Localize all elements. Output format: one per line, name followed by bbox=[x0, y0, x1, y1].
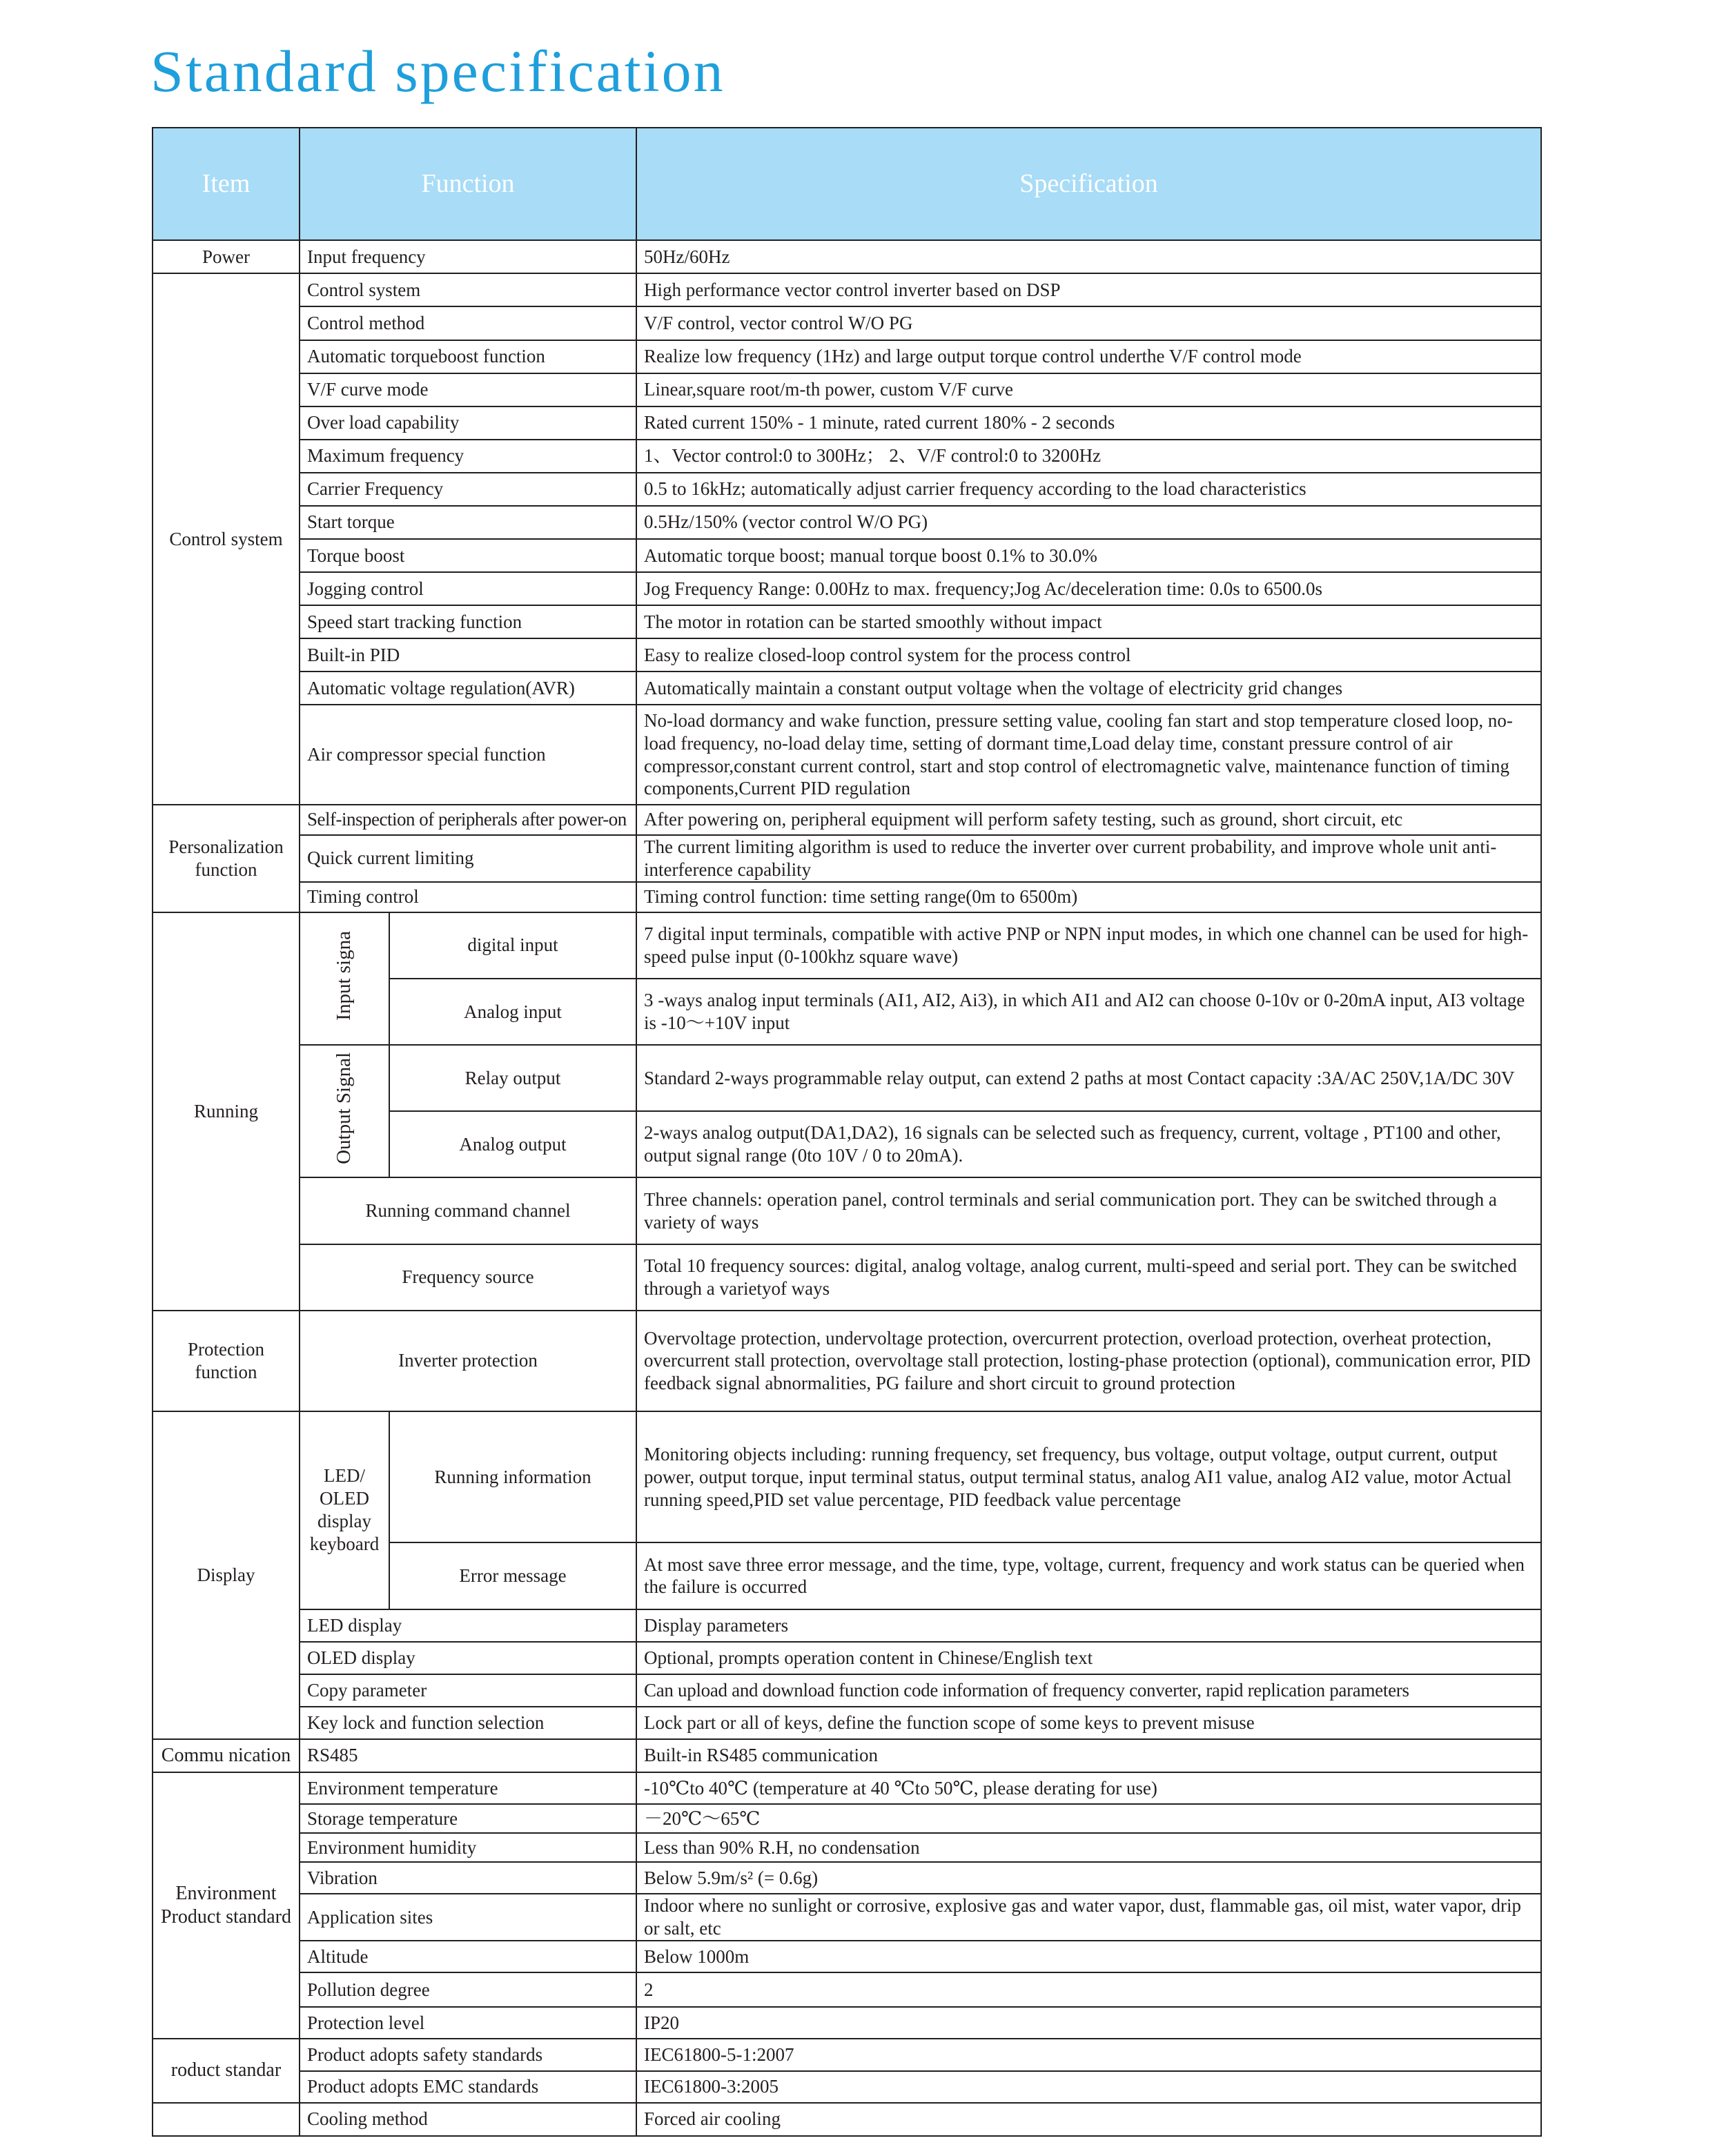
function-cell: Environment temperature bbox=[300, 1772, 636, 1804]
spec-cell: Optional, prompts operation content in Chinese/English text bbox=[636, 1642, 1541, 1674]
function-cell: Running information bbox=[389, 1411, 636, 1542]
function-cell: Inverter protection bbox=[300, 1311, 636, 1411]
category-personalization: Personalization function bbox=[153, 805, 300, 912]
spec-cell: Indoor where no sunlight or corrosive, explosive gas and water vapor, dust, flammable gas, oil mist, water vapor, drip or salt, etc bbox=[636, 1894, 1541, 1941]
spec-cell: Easy to realize closed-loop control system for the process control bbox=[636, 638, 1541, 672]
function-cell: Key lock and function selection bbox=[300, 1707, 636, 1739]
table-row bbox=[153, 572, 1541, 605]
function-cell: Over load capability bbox=[300, 406, 636, 440]
function-cell: Torque boost bbox=[300, 539, 636, 572]
spec-cell: 0.5Hz/150% (vector control W/O PG) bbox=[636, 506, 1541, 539]
spec-cell: 50Hz/60Hz bbox=[636, 240, 1541, 273]
category-communication: Commu nication bbox=[153, 1739, 300, 1772]
table-row bbox=[153, 2103, 1541, 2136]
spec-cell: Built-in RS485 communication bbox=[636, 1739, 1541, 1772]
spec-cell: 7 digital input terminals, compatible with active PNP or NPN input modes, in which one channel can be used for high-speed pulse input (0-100khz square wave) bbox=[636, 912, 1541, 979]
table-row bbox=[153, 1772, 1541, 1804]
table-row bbox=[153, 1045, 1541, 1111]
spec-cell: The current limiting algorithm is used to reduce the inverter over current probability, and improve whole unit anti-interference capability bbox=[636, 835, 1541, 882]
spec-cell: V/F control, vector control W/O PG bbox=[636, 306, 1541, 340]
function-cell: LED display bbox=[300, 1609, 636, 1642]
table-row bbox=[153, 835, 1541, 882]
table-row bbox=[153, 440, 1541, 473]
function-cell: V/F curve mode bbox=[300, 373, 636, 406]
spec-cell: Less than 90% R.H, no condensation bbox=[636, 1833, 1541, 1862]
function-cell: Storage temperature bbox=[300, 1804, 636, 1833]
function-cell: Error message bbox=[389, 1542, 636, 1609]
spec-cell: Total 10 frequency sources: digital, analog voltage, analog current, multi-speed and serial port. They can be switched through a varietyof ways bbox=[636, 1244, 1541, 1311]
spec-cell: 3 -ways analog input terminals (AI1, AI2, Ai3), in which AI1 and AI2 can choose 0-10v or 0-20mA input, AI3 voltage is -10～+10V input bbox=[636, 979, 1541, 1045]
function-cell: Maximum frequency bbox=[300, 440, 636, 473]
spec-cell: Automatically maintain a constant output voltage when the voltage of electricity grid changes bbox=[636, 672, 1541, 705]
spec-cell: 2-ways analog output(DA1,DA2), 16 signals can be selected such as frequency, current, voltage , PT100 and other, output signal range (0to 10V / 0 to 20mA). bbox=[636, 1111, 1541, 1177]
output-signal-group: Output Signal bbox=[300, 1045, 389, 1177]
table-row bbox=[153, 882, 1541, 912]
function-cell: Protection level bbox=[300, 2007, 636, 2039]
function-cell: Altitude bbox=[300, 1941, 636, 1972]
display-device-group: LED/ OLED display keyboard bbox=[300, 1411, 389, 1609]
table-row bbox=[153, 340, 1541, 373]
category-display: Display bbox=[153, 1411, 300, 1739]
function-cell: Automatic voltage regulation(AVR) bbox=[300, 672, 636, 705]
table-row bbox=[153, 1894, 1541, 1941]
function-cell: Vibration bbox=[300, 1862, 636, 1894]
spec-cell: After powering on, peripheral equipment will perform safety testing, such as ground, short circuit, etc bbox=[636, 805, 1541, 835]
table-row bbox=[153, 2007, 1541, 2039]
spec-cell: Lock part or all of keys, define the function scope of some keys to prevent misuse bbox=[636, 1707, 1541, 1739]
spec-cell: -10℃to 40℃ (temperature at 40 ℃to 50℃, please derating for use) bbox=[636, 1772, 1541, 1804]
table-row bbox=[153, 2039, 1541, 2070]
function-cell: digital input bbox=[389, 912, 636, 979]
table-row bbox=[153, 473, 1541, 506]
category-empty bbox=[153, 2103, 300, 2136]
function-cell: Frequency source bbox=[300, 1244, 636, 1311]
table-row bbox=[153, 1707, 1541, 1739]
table-row bbox=[153, 1642, 1541, 1674]
spec-cell: Overvoltage protection, undervoltage protection, overcurrent protection, overload protection, overheat protection, overcurrent stall protection, overvoltage stall protection, losting-phase protection (optional), communication error, PID feedback signal abnormalities, PG failure and short circuit to ground protection bbox=[636, 1311, 1541, 1411]
function-cell: Cooling method bbox=[300, 2103, 636, 2136]
category-product-standard: roduct standar bbox=[153, 2039, 300, 2102]
table-row bbox=[153, 1674, 1541, 1707]
table-row bbox=[153, 539, 1541, 572]
function-cell: Timing control bbox=[300, 882, 636, 912]
function-cell: Pollution degree bbox=[300, 1972, 636, 2007]
table-row bbox=[153, 605, 1541, 638]
spec-cell: IP20 bbox=[636, 2007, 1541, 2039]
spec-cell: High performance vector control inverter based on DSP bbox=[636, 273, 1541, 306]
category-environment: Environment Product standard bbox=[153, 1772, 300, 2039]
table-row bbox=[153, 1972, 1541, 2007]
table-header-row bbox=[153, 128, 1541, 240]
table-row bbox=[153, 2071, 1541, 2103]
specification-table bbox=[152, 127, 1542, 2137]
category-protection: Protection function bbox=[153, 1311, 300, 1411]
function-cell: Environment humidity bbox=[300, 1833, 636, 1862]
spec-cell: 2 bbox=[636, 1972, 1541, 2007]
spec-cell: Can upload and download function code information of frequency converter, rapid replication parameters bbox=[636, 1674, 1541, 1707]
function-cell: Automatic torqueboost function bbox=[300, 340, 636, 373]
table-row bbox=[153, 1833, 1541, 1862]
spec-cell: Standard 2-ways programmable relay output, can extend 2 paths at most Contact capacity :3A/AC 250V,1A/DC 30V bbox=[636, 1045, 1541, 1111]
spec-cell: Rated current 150% - 1 minute, rated current 180% - 2 seconds bbox=[636, 406, 1541, 440]
table-row bbox=[153, 506, 1541, 539]
spec-cell: Below 1000m bbox=[636, 1941, 1541, 1972]
spec-cell: Jog Frequency Range: 0.00Hz to max. frequency;Jog Ac/deceleration time: 0.0s to 6500.0s bbox=[636, 572, 1541, 605]
spec-cell: IEC61800-5-1:2007 bbox=[636, 2039, 1541, 2070]
category-control-system: Control system bbox=[153, 273, 300, 804]
page-title: Standard specification bbox=[150, 38, 725, 104]
table-row bbox=[153, 1244, 1541, 1311]
function-cell: Control method bbox=[300, 306, 636, 340]
table-row bbox=[153, 306, 1541, 340]
table-row bbox=[153, 805, 1541, 835]
spec-cell: Automatic torque boost; manual torque boost 0.1% to 30.0% bbox=[636, 539, 1541, 572]
spec-cell: Display parameters bbox=[636, 1609, 1541, 1642]
spec-cell: No-load dormancy and wake function, pressure setting value, cooling fan start and stop temperature closed loop, no-load frequency, no-load delay time, setting of dormant time,Load delay time, constant pressure control of air compressor,constant current control, start and stop control of electromagnetic valve, maintenance function of timing components,Current PID regulation bbox=[636, 705, 1541, 804]
function-cell: Air compressor special function bbox=[300, 705, 636, 804]
function-cell: Control system bbox=[300, 273, 636, 306]
function-cell: Jogging control bbox=[300, 572, 636, 605]
header-function: Function bbox=[300, 128, 636, 240]
header-specification: Specification bbox=[636, 128, 1541, 240]
table-row bbox=[153, 1411, 1541, 1542]
table-row bbox=[153, 705, 1541, 804]
function-cell: Input frequency bbox=[300, 240, 636, 273]
table-row bbox=[153, 1862, 1541, 1894]
spec-cell: 1、Vector control:0 to 300Hz； 2、V/F control:0 to 3200Hz bbox=[636, 440, 1541, 473]
function-cell: Product adopts EMC standards bbox=[300, 2071, 636, 2103]
category-power: Power bbox=[153, 240, 300, 273]
spec-cell: Monitoring objects including: running frequency, set frequency, bus voltage, output voltage, output current, output power, output torque, input terminal status, output terminal status, analog AI1 value, analog AI2 value, motor Actual running speed,PID set value percentage, PID feedback value percentage bbox=[636, 1411, 1541, 1542]
function-cell: Relay output bbox=[389, 1045, 636, 1111]
table-row bbox=[153, 240, 1541, 273]
spec-cell: Three channels: operation panel, control terminals and serial communication port. They can be switched through a variety of ways bbox=[636, 1177, 1541, 1244]
spec-cell: Timing control function: time setting range(0m to 6500m) bbox=[636, 882, 1541, 912]
function-cell: Carrier Frequency bbox=[300, 473, 636, 506]
function-cell: Quick current limiting bbox=[300, 835, 636, 882]
table-row bbox=[153, 1311, 1541, 1411]
function-cell: Analog output bbox=[389, 1111, 636, 1177]
table-row bbox=[153, 672, 1541, 705]
input-signal-group: Input signa bbox=[300, 912, 389, 1045]
spec-cell: Linear,square root/m-th power, custom V/F curve bbox=[636, 373, 1541, 406]
function-cell: Built-in PID bbox=[300, 638, 636, 672]
table-row bbox=[153, 1609, 1541, 1642]
table-row bbox=[153, 1941, 1541, 1972]
function-cell: Start torque bbox=[300, 506, 636, 539]
spec-cell: Realize low frequency (1Hz) and large output torque control underthe V/F control mode bbox=[636, 340, 1541, 373]
function-cell: Self-inspection of peripherals after power-on bbox=[300, 805, 636, 835]
function-cell: Speed start tracking function bbox=[300, 605, 636, 638]
function-cell: RS485 bbox=[300, 1739, 636, 1772]
spec-cell: IEC61800-3:2005 bbox=[636, 2071, 1541, 2103]
category-running: Running bbox=[153, 912, 300, 1311]
table-row bbox=[153, 1739, 1541, 1772]
function-cell: Analog input bbox=[389, 979, 636, 1045]
spec-cell: －20℃～65℃ bbox=[636, 1804, 1541, 1833]
header-item: Item bbox=[153, 128, 300, 240]
table-row bbox=[153, 638, 1541, 672]
table-row bbox=[153, 912, 1541, 979]
function-cell: Application sites bbox=[300, 1894, 636, 1941]
table-row bbox=[153, 1177, 1541, 1244]
spec-cell: At most save three error message, and the time, type, voltage, current, frequency and work status can be queried when the failure is occurred bbox=[636, 1542, 1541, 1609]
table-row bbox=[153, 373, 1541, 406]
spec-cell: Below 5.9m/s² (= 0.6g) bbox=[636, 1862, 1541, 1894]
function-cell: OLED display bbox=[300, 1642, 636, 1674]
table-row bbox=[153, 1804, 1541, 1833]
spec-cell: The motor in rotation can be started smoothly without impact bbox=[636, 605, 1541, 638]
function-cell: Copy parameter bbox=[300, 1674, 636, 1707]
function-cell: Product adopts safety standards bbox=[300, 2039, 636, 2070]
function-cell: Running command channel bbox=[300, 1177, 636, 1244]
spec-cell: Forced air cooling bbox=[636, 2103, 1541, 2136]
table-row bbox=[153, 273, 1541, 306]
table-row bbox=[153, 406, 1541, 440]
spec-cell: 0.5 to 16kHz; automatically adjust carrier frequency according to the load characteristics bbox=[636, 473, 1541, 506]
